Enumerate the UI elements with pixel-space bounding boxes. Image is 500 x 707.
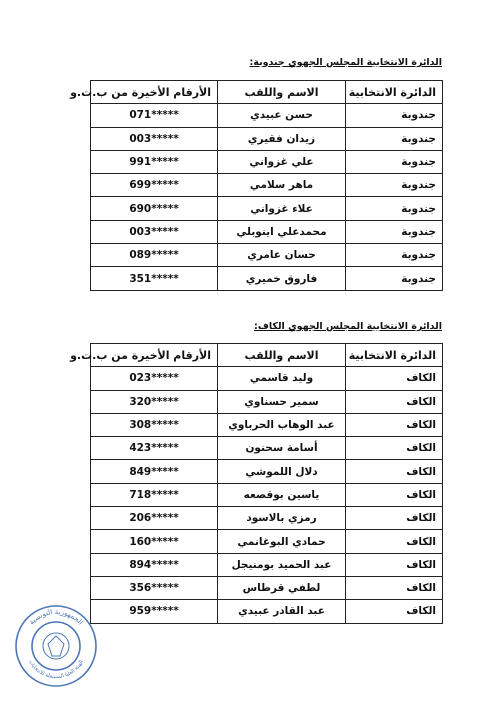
cell-circumscription: جندوبة (346, 197, 443, 220)
cell-id-digits: 003***** (91, 220, 218, 243)
table-row (91, 437, 443, 460)
cell-id-digits: 423***** (91, 437, 218, 460)
cell-id-digits: 023***** (91, 367, 218, 390)
cell-full-name: ياسين بوقصعه (218, 483, 346, 506)
cell-id-digits: 718***** (91, 483, 218, 506)
cell-id-digits: 320***** (91, 390, 218, 413)
stamp-bottom-text: الهيئة العليا المستقلة للانتخابات (27, 659, 85, 681)
cell-id-digits: 071***** (91, 104, 218, 127)
table-row (91, 244, 443, 267)
cell-full-name: لطفي قرطاس (218, 576, 346, 599)
results-table-kef (70, 343, 443, 624)
header-circumscription: الدائرة الانتخابية (346, 344, 443, 367)
cell-circumscription: الكاف (346, 460, 443, 483)
table-row (91, 413, 443, 436)
table-header-row (91, 344, 443, 367)
table-row (91, 553, 443, 576)
header-id-digits: الأرقام الأخيرة من ب.ت.و (91, 81, 218, 104)
cell-id-digits: 089***** (91, 244, 218, 267)
cell-full-name: حسن عبيدي (218, 104, 346, 127)
header-full-name: الاسم واللقب (218, 81, 346, 104)
cell-id-digits: 351***** (91, 267, 218, 290)
table-row (91, 267, 443, 290)
cell-circumscription: جندوبة (346, 104, 443, 127)
cell-circumscription: جندوبة (346, 174, 443, 197)
cell-full-name: رمزي بالاسود (218, 507, 346, 530)
results-table-jendouba (70, 80, 443, 291)
cell-id-digits: 003***** (91, 127, 218, 150)
cell-circumscription: جندوبة (346, 127, 443, 150)
cell-id-digits: 308***** (91, 413, 218, 436)
cell-id-digits: 690***** (91, 197, 218, 220)
cell-full-name: زيدان فقيري (218, 127, 346, 150)
cell-full-name: فاروق خميري (218, 267, 346, 290)
cell-circumscription: الكاف (346, 576, 443, 599)
cell-full-name: علي غزواني (218, 150, 346, 173)
table-row (91, 127, 443, 150)
table-row (91, 460, 443, 483)
cell-full-name: دلال اللموشي (218, 460, 346, 483)
cell-circumscription: الكاف (346, 507, 443, 530)
cell-circumscription: الكاف (346, 530, 443, 553)
table-row (91, 390, 443, 413)
cell-circumscription: جندوبة (346, 244, 443, 267)
table-row (91, 600, 443, 623)
cell-circumscription: الكاف (346, 483, 443, 506)
table-header-row (91, 81, 443, 104)
cell-circumscription: جندوبة (346, 267, 443, 290)
cell-id-digits: 959***** (91, 600, 218, 623)
cell-full-name: عبد الحميد بومنيجل (218, 553, 346, 576)
cell-full-name: محمدعلي اينوبلي (218, 220, 346, 243)
cell-full-name: علاء غزواني (218, 197, 346, 220)
table-row (91, 576, 443, 599)
cell-full-name: عبد الوهاب الحرباوي (218, 413, 346, 436)
table-row (91, 483, 443, 506)
table-row (91, 197, 443, 220)
cell-full-name: سمير حسناوي (218, 390, 346, 413)
cell-circumscription: الكاف (346, 600, 443, 623)
cell-id-digits: 991***** (91, 150, 218, 173)
official-seal-stamp (14, 604, 98, 688)
stamp-top-text: الجمهورية التونسية (27, 607, 85, 627)
cell-circumscription: الكاف (346, 367, 443, 390)
table-row (91, 104, 443, 127)
section-heading-jendouba: الدائرة الانتخابية المجلس الجهوي جندوبة: (249, 57, 442, 68)
section-heading-kef: الدائرة الانتخابية المجلس الجهوي الكاف: (254, 321, 442, 332)
cell-circumscription: الكاف (346, 413, 443, 436)
cell-circumscription: الكاف (346, 437, 443, 460)
cell-id-digits: 699***** (91, 174, 218, 197)
table-row (91, 507, 443, 530)
cell-circumscription: الكاف (346, 553, 443, 576)
cell-circumscription: الكاف (346, 390, 443, 413)
cell-full-name: حسان عامري (218, 244, 346, 267)
cell-id-digits: 206***** (91, 507, 218, 530)
table-row (91, 174, 443, 197)
cell-id-digits: 849***** (91, 460, 218, 483)
table-row (91, 367, 443, 390)
cell-id-digits: 894***** (91, 553, 218, 576)
table-row (91, 530, 443, 553)
cell-circumscription: جندوبة (346, 150, 443, 173)
cell-full-name: عبد القادر عبيدي (218, 600, 346, 623)
table-row (91, 150, 443, 173)
cell-full-name: وليد قاسمي (218, 367, 346, 390)
cell-full-name: أسامة سحنون (218, 437, 346, 460)
cell-circumscription: جندوبة (346, 220, 443, 243)
table-row (91, 220, 443, 243)
cell-full-name: ماهر سلامي (218, 174, 346, 197)
header-circumscription: الدائرة الانتخابية (346, 81, 443, 104)
header-id-digits: الأرقام الأخيرة من ب.ت.و (91, 344, 218, 367)
cell-full-name: حمادي البوغانمي (218, 530, 346, 553)
cell-id-digits: 160***** (91, 530, 218, 553)
header-full-name: الاسم واللقب (218, 344, 346, 367)
cell-id-digits: 356***** (91, 576, 218, 599)
